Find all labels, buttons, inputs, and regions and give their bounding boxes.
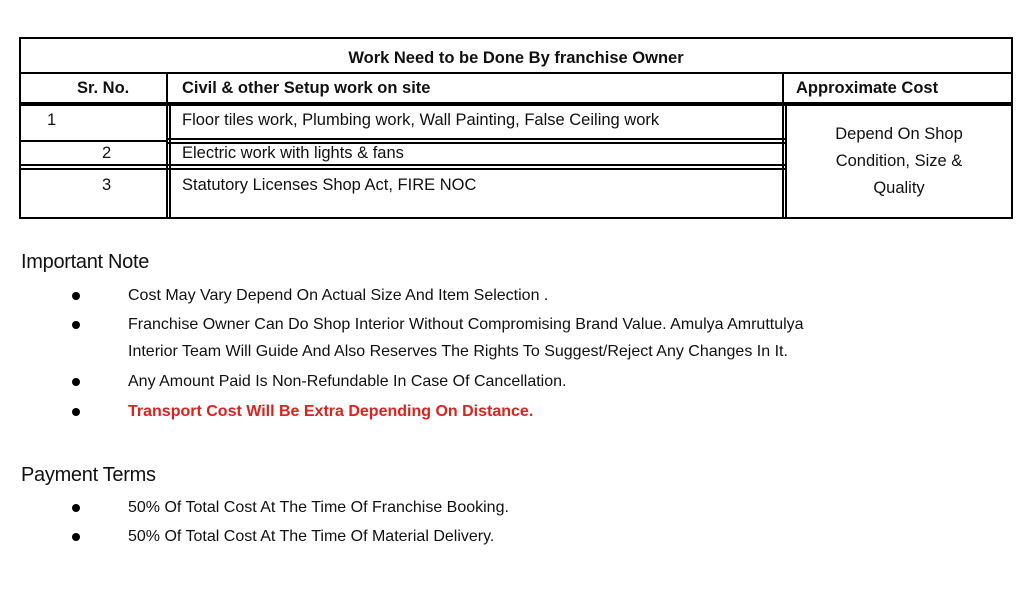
bullet-icon [72,533,80,541]
header-sr-no: Sr. No. [77,79,130,97]
table-column-divider [166,73,168,217]
row-2-sr: 2 [102,144,112,162]
note-item-2-line-2: Interior Team Will Guide And Also Reserves The Rights To Suggest/Reject Any Changes In It. [128,343,788,360]
table-column-divider [169,103,171,217]
cost-line: Depend On Shop [835,125,963,143]
row-3-work: Statutory Licenses Shop Act, FIRE NOC [182,176,477,194]
bullet-icon [72,321,80,329]
approximate-cost-value [787,121,1011,202]
note-item-4-highlight: Transport Cost Will Be Extra Depending On Distance. [128,403,534,420]
cost-line: Condition, Size & [835,152,963,170]
header-work: Civil & other Setup work on site [182,79,431,97]
bullet-icon [72,292,80,300]
note-item-3: Any Amount Paid Is Non-Refundable In Case Of Cancellation. [128,373,567,390]
bullet-icon [72,378,80,386]
payment-item-2: 50% Of Total Cost At The Time Of Material Delivery. [128,528,495,545]
row-1-work: Floor tiles work, Plumbing work, Wall Painting, False Ceiling work [182,111,660,129]
row-1-sr: 1 [47,111,57,129]
important-note-heading: Important Note [21,251,150,273]
table-divider [21,164,785,166]
note-item-1: Cost May Vary Depend On Actual Size And Item Selection . [128,287,549,304]
bullet-icon [72,504,80,512]
table-column-divider [782,73,784,217]
cost-line: Quality [873,179,925,197]
work-table [19,37,1013,219]
table-title: Work Need to be Done By franchise Owner [348,49,684,67]
payment-item-1: 50% Of Total Cost At The Time Of Franchise Booking. [128,499,509,516]
table-divider [21,140,168,142]
row-3-sr: 3 [102,176,112,194]
table-divider [21,72,1011,74]
table-divider [168,138,785,140]
note-item-2-line-1: Franchise Owner Can Do Shop Interior Without Compromising Brand Value. Amulya Amruttulya [128,316,804,333]
row-2-work: Electric work with lights & fans [182,144,404,162]
table-divider [21,168,785,170]
bullet-icon [72,408,80,416]
payment-terms-heading: Payment Terms [21,464,156,486]
header-cost: Approximate Cost [796,79,939,97]
